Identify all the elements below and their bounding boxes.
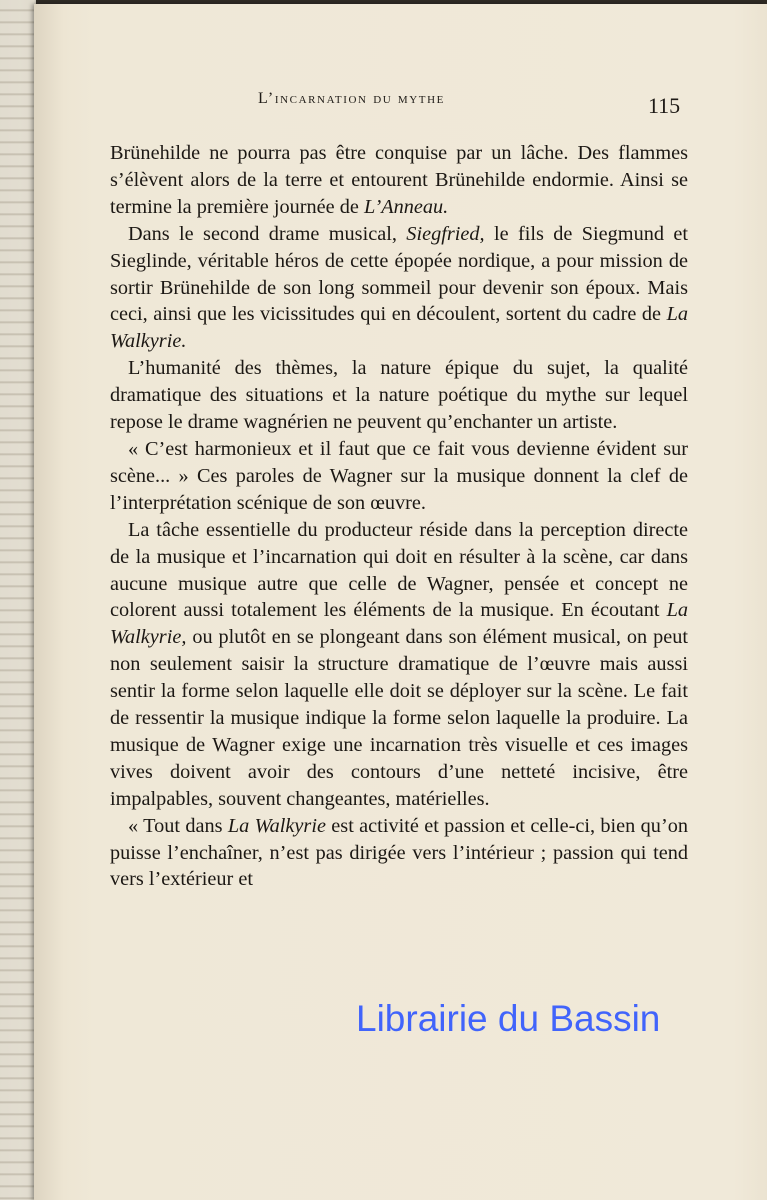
paragraph — [110, 813, 688, 894]
italic-title: L’Anneau. — [363, 195, 449, 218]
watermark-text: Librairie du Bassin — [356, 998, 661, 1039]
text-run: Brünehilde ne pourra pas être conquise par un lâche. Des flammes s’élèvent alors de la terre et entourent Brünehilde endormie. Ainsi se termine la première journée de — [110, 142, 688, 218]
text-run: ou plutôt en se plongeant dans son élément musical, on peut non seulement saisir la structure dramatique de l’œuvre mais aussi sentir la forme selon laquelle elle doit se déployer sur la scène. Le fait de ressentir la musique indique la forme selon laquelle la produire. La musique de Wagner exige une incarnation très visuelle et ces images vives doivent avoir des contours d’une netteté incisive, être impalpables, souvent changeantes, matérielles. — [110, 626, 688, 810]
text-run: « C’est harmonieux et il faut que ce fait vous devienne évident sur scène... » Ces paroles de Wagner sur la musique donnent la clef de l’interprétation scénique de son œuvre. — [110, 437, 688, 514]
italic-title: La Walkyrie. — [110, 303, 688, 353]
text-run: « Tout dans — [128, 814, 228, 837]
previous-page-edge — [0, 0, 36, 1200]
italic-title: La Walkyrie, — [110, 599, 688, 649]
text-run: La tâche essentielle du producteur réside dans la perception directe de la musique et l’incarnation qui doit en résulter à la scène, car dans aucune musique autre que celle de Wagner, pensée et concept ne colorent aussi totalement les éléments de la musique. En écoutant — [110, 518, 688, 622]
italic-title: Siegfried, — [406, 222, 485, 245]
paragraph — [110, 355, 688, 436]
paragraph — [110, 140, 688, 221]
running-head: L’incarnation du mythe — [258, 90, 445, 107]
italic-title: La Walkyrie — [227, 814, 326, 837]
paragraph — [110, 221, 688, 356]
text-run: est activité et passion et celle-ci, bien qu’on puisse l’enchaîner, n’est pas dirigée vers l’intérieur ; passion qui tend vers l’extérieur et — [110, 814, 688, 891]
body-text — [110, 140, 688, 893]
paragraph — [110, 436, 688, 517]
text-run: Dans le second drame musical, — [128, 222, 407, 245]
paragraph — [110, 517, 688, 813]
text-run: le fils de Siegmund et Sieglinde, véritable héros de cette épopée nordique, a pour mission de sortir Brünehilde de son long sommeil pour devenir son époux. Mais ceci, ainsi que les vicissitudes qui en découlent, sortent du cadre de — [110, 222, 688, 326]
text-run: L’humanité des thèmes, la nature épique du sujet, la qualité dramatique des situations et la nature poétique du mythe sur lequel repose le drame wagnérien ne peuvent qu’enchanter un artiste. — [110, 357, 688, 434]
page-number: 115 — [648, 93, 681, 118]
